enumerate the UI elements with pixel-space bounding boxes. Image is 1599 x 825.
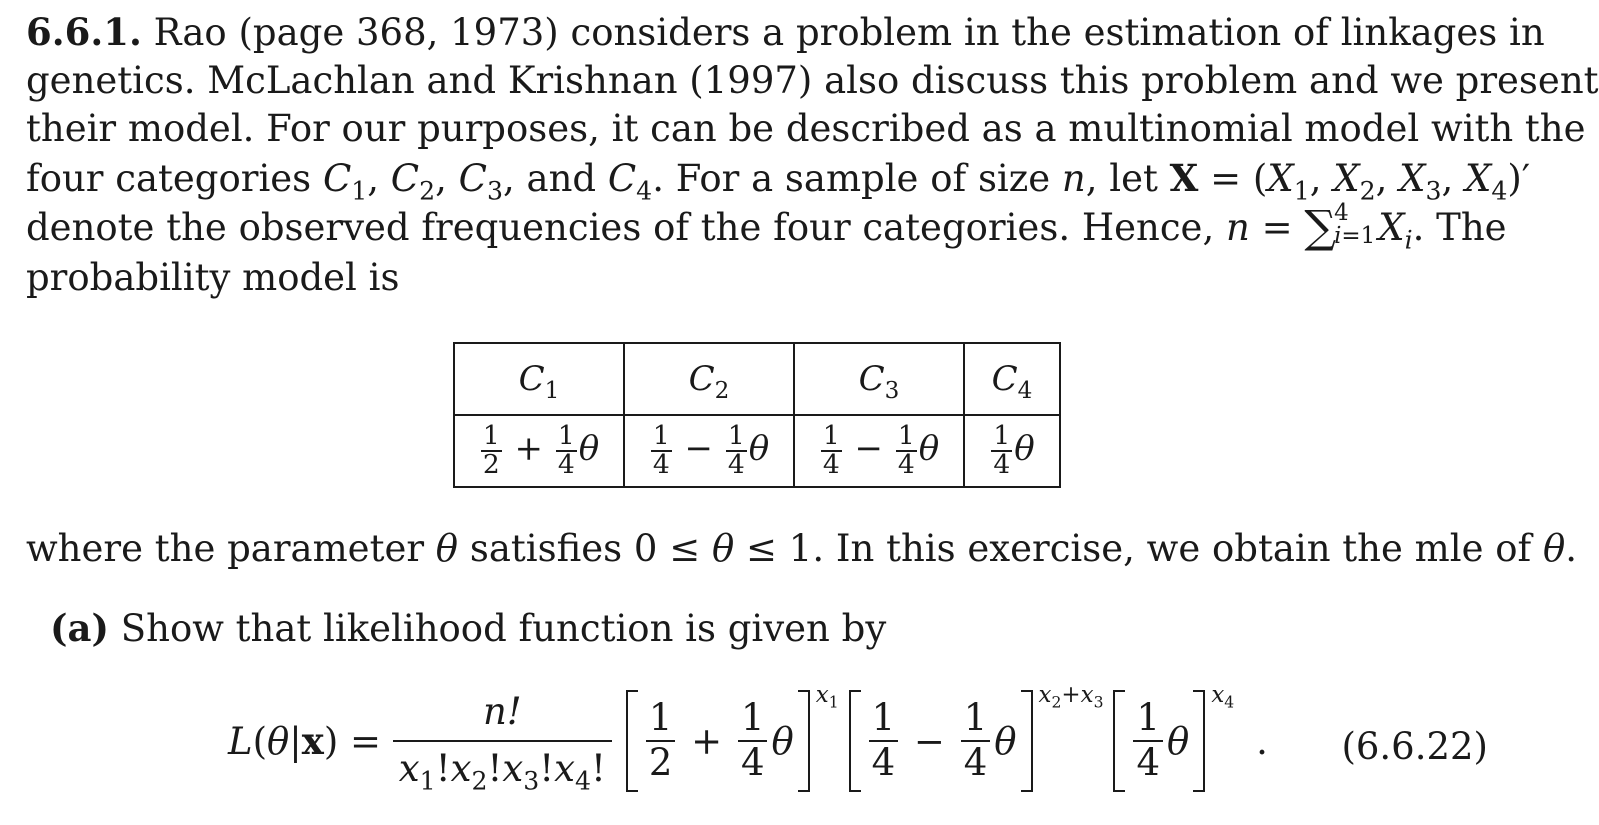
table-header-c3: $C_3$ xyxy=(794,343,964,415)
table-cell-p1: $\frac{1}{2}$ + $\frac{1}{4}$ θ xyxy=(454,415,624,487)
part-a-label: (a) xyxy=(50,606,109,650)
problem-line-3: their model. For our purposes, it can be described as a multinomial model with the xyxy=(26,107,1586,150)
part-a xyxy=(50,604,1450,654)
table-cell-p4: $\frac{1}{4}$ θ xyxy=(964,415,1060,487)
table-header-c1: $C_1$ xyxy=(454,343,624,415)
equation-number: (6.6.22) xyxy=(1341,725,1488,768)
parameter-sentence: where the parameter θ satisfies 0 ≤ θ ≤ 1. In this exercise, we obtain the mle of θ. xyxy=(26,527,1578,570)
problem-number: 6.6.1. xyxy=(26,10,142,54)
probability-table xyxy=(453,342,1061,488)
table-cell-p2: $\frac{1}{4}$ − $\frac{1}{4}$ θ xyxy=(624,415,794,487)
problem-line-6: probability model is xyxy=(26,256,400,299)
problem-line-2: genetics. McLachlan and Krishnan (1997) also discuss this problem and we present xyxy=(26,58,1599,102)
table-header-c4: $C_4$ xyxy=(964,343,1060,415)
problem-line-1: 6.6.1. Rao (page 368, 1973) considers a problem in the estimation of linkages in xyxy=(26,10,1545,54)
likelihood-equation: L ( θ | x ) = n! $x_1!x_2!x_3!x_4$! 1 2 + 1 4 θ $x_1$ 1 4 − 1 4 θ $x_2+x_3$ 1 4 θ $x_4$ . xyxy=(228,682,1268,796)
table-cell-p3: $\frac{1}{4}$ − $\frac{1}{4}$ θ xyxy=(794,415,964,487)
problem-statement xyxy=(26,8,1599,303)
table-header-c2: $C_2$ xyxy=(624,343,794,415)
problem-line-4: four categories $C_1$, $C_2$, $C_3$, and $C_4$. For a sample of size n, let $X = (X_1$, $X_2$, $X_3$, $X_4)'$ xyxy=(26,155,1531,205)
part-a-text: Show that likelihood function is given by xyxy=(120,607,887,650)
problem-line-5: denote the observed frequencies of the four categories. Hence, n = ∑ 4 i=1 $X_i$. The xyxy=(26,199,1507,255)
